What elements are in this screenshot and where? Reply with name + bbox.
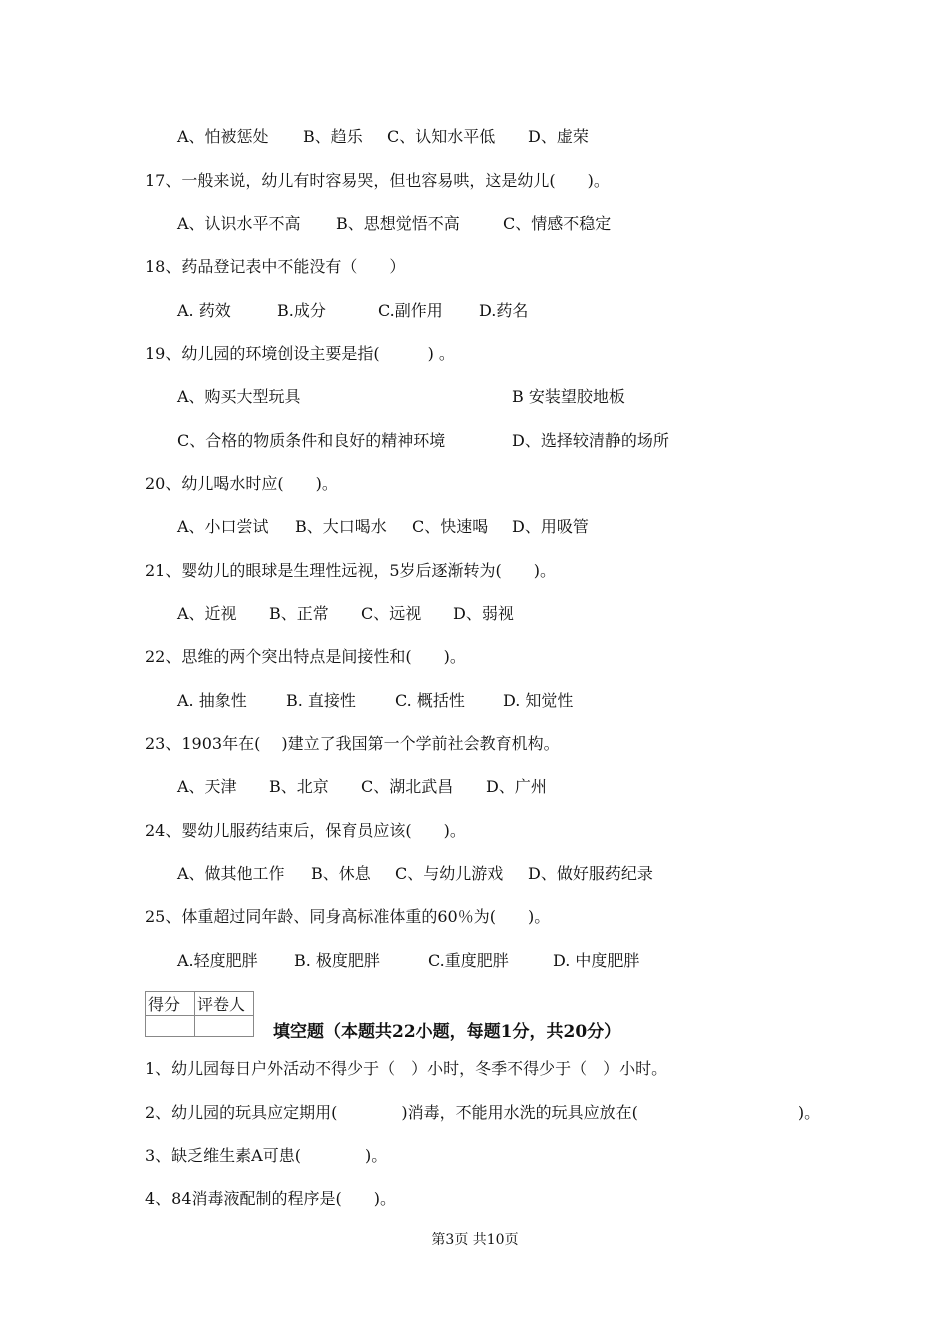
- grader-header: 评卷人: [195, 992, 254, 1016]
- q18-stem: 18、药品登记表中不能没有（ ）: [145, 257, 406, 276]
- q18-option-b: B.成分: [277, 301, 326, 320]
- q22-option-d: D. 知觉性: [503, 691, 574, 710]
- grade-table: [145, 991, 254, 1037]
- q21-option-c: C、远视: [361, 604, 422, 623]
- q25-option-c: C.重度肥胖: [428, 951, 509, 970]
- q19-stem: 19、幼儿园的环境创设主要是指( ) 。: [145, 344, 455, 363]
- q24-option-a: A、做其他工作: [177, 864, 285, 883]
- q25-option-a: A.轻度肥胖: [177, 951, 258, 970]
- q21-stem: 21、婴幼儿的眼球是生理性远视，5岁后逐渐转为( )。: [145, 561, 557, 580]
- q16-option-c: C、认知水平低: [387, 127, 496, 146]
- q17-option-a: A、认识水平不高: [177, 214, 301, 233]
- q18-option-d: D.药名: [479, 301, 529, 320]
- fill-question: 3、缺乏维生素A可患( )。: [145, 1146, 388, 1165]
- fill-question: 2、幼儿园的玩具应定期用( )消毒，不能用水洗的玩具应放在( )。: [145, 1103, 821, 1122]
- q19-option-d: D、选择较清静的场所: [512, 431, 669, 450]
- q23-option-b: B、北京: [269, 777, 329, 796]
- q24-option-b: B、休息: [311, 864, 371, 883]
- q23-stem: 23、1903年在( )建立了我国第一个学前社会教育机构。: [145, 734, 560, 753]
- grader-cell[interactable]: [195, 1016, 254, 1037]
- q16-option-a: A、怕被惩处: [177, 127, 269, 146]
- q22-option-a: A. 抽象性: [177, 691, 247, 710]
- q23-option-c: C、湖北武昌: [361, 777, 454, 796]
- q19-option-c: C、合格的物质条件和良好的精神环境: [177, 431, 446, 450]
- q24-option-c: C、与幼儿游戏: [395, 864, 504, 883]
- q16-option-d: D、虚荣: [528, 127, 589, 146]
- q25-stem: 25、体重超过同年龄、同身高标准体重的60％为( )。: [145, 907, 551, 926]
- fill-question: 1、幼儿园每日户外活动不得少于（ ）小时，冬季不得少于（ ）小时。: [145, 1059, 668, 1078]
- q20-option-a: A、小口尝试: [177, 517, 269, 536]
- q16-option-b: B、趋乐: [303, 127, 363, 146]
- q17-option-c: C、情感不稳定: [503, 214, 612, 233]
- q22-option-b: B. 直接性: [286, 691, 356, 710]
- q24-option-d: D、做好服药纪录: [528, 864, 653, 883]
- q23-option-d: D、广州: [486, 777, 547, 796]
- q22-option-c: C. 概括性: [395, 691, 465, 710]
- q20-option-c: C、快速喝: [412, 517, 489, 536]
- score-header: 得分: [146, 992, 195, 1016]
- q22-stem: 22、思维的两个突出特点是间接性和( )。: [145, 647, 466, 666]
- q19-option-b: B 安装望胶地板: [512, 387, 625, 406]
- q25-option-d: D. 中度肥胖: [553, 951, 640, 970]
- q18-option-c: C.副作用: [378, 301, 443, 320]
- q25-option-b: B. 极度肥胖: [294, 951, 380, 970]
- score-cell[interactable]: [146, 1016, 195, 1037]
- q23-option-a: A、天津: [177, 777, 237, 796]
- q21-option-a: A、近视: [177, 604, 237, 623]
- q17-option-b: B、思想觉悟不高: [336, 214, 460, 233]
- fill-question: 4、84消毒液配制的程序是( )。: [145, 1189, 397, 1208]
- q19-option-a: A、购买大型玩具: [177, 387, 301, 406]
- q20-stem: 20、幼儿喝水时应( )。: [145, 474, 338, 493]
- q21-option-b: B、正常: [269, 604, 329, 623]
- q18-option-a: A. 药效: [177, 301, 231, 320]
- q21-option-d: D、弱视: [453, 604, 514, 623]
- q20-option-d: D、用吸管: [512, 517, 589, 536]
- q20-option-b: B、大口喝水: [295, 517, 387, 536]
- q24-stem: 24、婴幼儿服药结束后，保育员应该( )。: [145, 821, 466, 840]
- q17-stem: 17、一般来说，幼儿有时容易哭，但也容易哄，这是幼儿( )。: [145, 171, 610, 190]
- page-footer: 第3页 共10页: [431, 1232, 519, 1248]
- section-title: 填空题（本题共22小题，每题1分，共20分）: [273, 1022, 622, 1042]
